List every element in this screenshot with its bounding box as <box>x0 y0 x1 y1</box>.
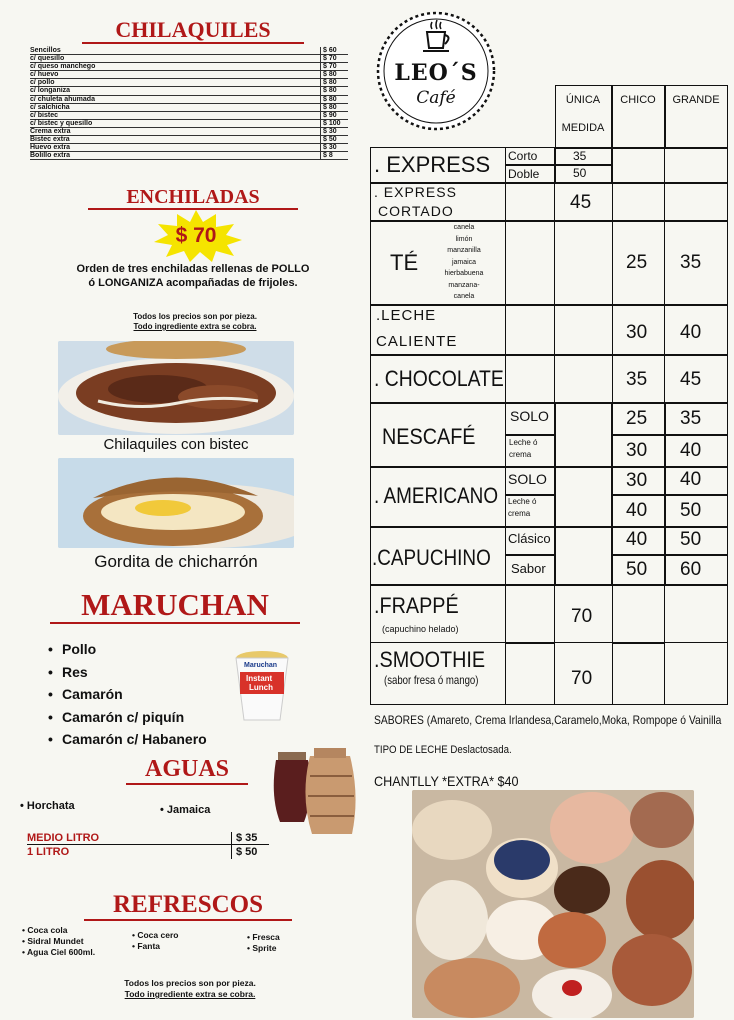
refrescos-col2 <box>132 930 178 952</box>
list-item: • Camarón c/ piquín <box>48 706 207 729</box>
list-item: c/ quesillo $ 70 <box>30 55 348 63</box>
refrescos-note: Todos los precios son por pieza. Todo ingrediente extra se cobra. <box>124 978 256 999</box>
list-item: Bistec extra $ 50 <box>30 136 348 144</box>
drinks-price-table: ÚNICA MEDIDA CHICO GRANDE . EXPRESS Corto Doble 35 50 . EXPRESS CORTADO 45 TÉ canela limón manzanilla jamaica hierbabuena manzana- canela 25 35 .LECHE CALIENTE 30 40 . CHOCOLATE 35 45 NESCAFÉ SOLO Leche ó crema 25 35 30 40 . AMERICANO SOLO Leche ó crema 30 40 40 50 .CAPUCHINO Clásico Sabor 40 50 50 60 .FRAPPÉ (capuchino helado) 70 .SMOOTHIE (sabor fresa ó mango) 70 <box>370 147 728 705</box>
list-item: c/ pollo $ 80 <box>30 79 348 87</box>
chantilly-note: CHANTLLY *EXTRA* $40 <box>374 773 519 789</box>
pan-dulce-photo <box>412 790 694 1018</box>
aguas-flavor-horchata: • Horchata <box>20 800 75 812</box>
list-item: c/ chuleta ahumada $ 80 <box>30 96 348 104</box>
header-chico: CHICO <box>612 85 665 149</box>
list-item: c/ bistec y quesillo $ 100 <box>30 120 348 128</box>
table-row: MEDIO LITRO $ 35 <box>27 832 269 845</box>
aguas-title: AGUAS <box>126 756 248 785</box>
list-item: • Sprite <box>247 943 277 953</box>
list-item: • Agua Ciel 600ml. <box>22 947 96 957</box>
list-item: Crema extra $ 30 <box>30 128 348 136</box>
aguas-size-table <box>27 832 269 859</box>
list-item: c/ bistec $ 90 <box>30 112 348 120</box>
list-item: • Sidral Mundet <box>22 936 84 946</box>
chilaquiles-price-list <box>30 47 348 160</box>
list-item: • Fresca <box>247 932 280 942</box>
list-item: Bolillo extra $ 8 <box>30 152 348 160</box>
list-item: c/ salchicha $ 80 <box>30 104 348 112</box>
list-item: • Fanta <box>132 941 161 951</box>
milk-type-note: TIPO DE LECHE Deslactosada. <box>374 744 512 756</box>
list-item: • Camarón <box>48 683 207 706</box>
enchiladas-note: Todos los precios son por pieza. Todo ingrediente extra se cobra. <box>133 312 257 331</box>
chilaquiles-title: CHILAQUILES <box>82 18 304 44</box>
list-item: • Pollo <box>48 638 207 661</box>
header-unica: ÚNICA MEDIDA <box>555 85 612 149</box>
list-item: c/ huevo $ 80 <box>30 71 348 79</box>
maruchan-cup-image: Maruchan Instant Lunch <box>232 650 292 722</box>
aguas-flavor-jamaica: • Jamaica <box>160 804 211 816</box>
maruchan-list <box>48 638 207 751</box>
list-item: • Coca cola <box>22 925 68 935</box>
refrescos-col3 <box>247 932 280 954</box>
aguas-jars-image <box>270 746 360 838</box>
photo-caption-gordita: Gordita de chicharrón <box>94 552 258 571</box>
list-item: Sencillos $ 60 <box>30 47 348 55</box>
refrescos-col1 <box>22 925 95 958</box>
enchiladas-price: $ 70 <box>175 224 217 247</box>
list-item: c/ queso manchego $ 70 <box>30 63 348 71</box>
logo-cafe: Café <box>416 88 456 108</box>
list-item: c/ longaniza $ 80 <box>30 87 348 95</box>
flavors-note: SABORES (Amareto, Crema Irlandesa,Caramelo,Moka, Rompope ó Vainilla <box>374 713 722 727</box>
list-item: • Coca cero <box>132 930 179 940</box>
maruchan-title: MARUCHAN <box>50 588 300 624</box>
list-item: • Res <box>48 661 207 684</box>
list-item: Huevo extra $ 30 <box>30 144 348 152</box>
te-flavors: canela limón manzanilla jamaica hierbabuena manzana- canela <box>444 224 484 300</box>
leos-cafe-logo <box>375 10 497 132</box>
table-row: 1 LITRO $ 50 <box>27 845 269 859</box>
photo-caption-chilaquiles: Chilaquiles con bistec <box>103 436 249 453</box>
list-item: • Camarón c/ Habanero <box>48 728 207 751</box>
enchiladas-title: ENCHILADAS <box>88 186 298 210</box>
chilaquiles-photo <box>58 341 294 435</box>
refrescos-title: REFRESCOS <box>84 891 292 921</box>
gordita-photo <box>58 458 294 548</box>
logo-name: LEO´S <box>394 60 478 86</box>
enchiladas-description: Orden de tres enchiladas rellenas de POLLO ó LONGANIZA acompañadas de frijoles. <box>76 263 310 289</box>
header-grande: GRANDE <box>665 85 728 149</box>
